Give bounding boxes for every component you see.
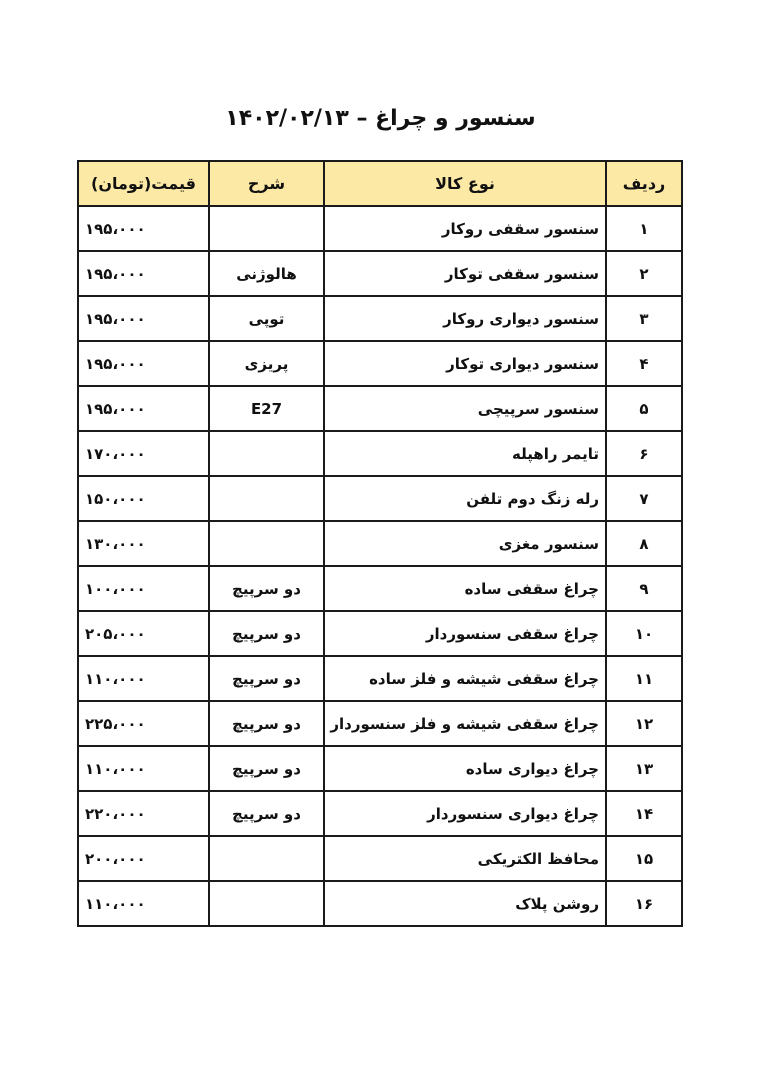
- product-price: ۱۹۵،۰۰۰: [78, 206, 209, 251]
- page-title: سنسور و چراغ – ۱۴۰۲/۰۲/۱۳: [225, 106, 536, 131]
- row-number: ۷: [606, 476, 682, 521]
- product-price: ۲۰۵،۰۰۰: [78, 611, 209, 656]
- product-description: دو سرپیچ: [209, 746, 324, 791]
- row-number: ۱۴: [606, 791, 682, 836]
- product-description: دو سرپیچ: [209, 791, 324, 836]
- product-description: دو سرپیچ: [209, 611, 324, 656]
- product-description: هالوژنی: [209, 251, 324, 296]
- row-number: ۳: [606, 296, 682, 341]
- product-description: دو سرپیچ: [209, 566, 324, 611]
- product-name: چراغ سقفی شیشه و فلز سنسوردار: [324, 701, 606, 746]
- product-name: چراغ سقفی سنسوردار: [324, 611, 606, 656]
- row-number: ۱۳: [606, 746, 682, 791]
- table-row: [78, 341, 682, 386]
- header-description: شرح: [209, 161, 324, 206]
- product-price: ۱۳۰،۰۰۰: [78, 521, 209, 566]
- product-name: سنسور سرپیچی: [324, 386, 606, 431]
- price-table: [77, 160, 683, 927]
- product-description: E27: [209, 386, 324, 431]
- product-price: ۱۹۵،۰۰۰: [78, 296, 209, 341]
- product-name: چراغ سقفی شیشه و فلز ساده: [324, 656, 606, 701]
- product-price: ۲۲۵،۰۰۰: [78, 701, 209, 746]
- row-number: ۶: [606, 431, 682, 476]
- product-description: [209, 521, 324, 566]
- table-row: [78, 386, 682, 431]
- product-description: [209, 476, 324, 521]
- product-price: ۱۹۵،۰۰۰: [78, 341, 209, 386]
- product-name: چراغ سقفی ساده: [324, 566, 606, 611]
- product-description: [209, 881, 324, 926]
- product-price: ۲۲۰،۰۰۰: [78, 791, 209, 836]
- product-name: سنسور دیواری روکار: [324, 296, 606, 341]
- product-price: ۱۰۰،۰۰۰: [78, 566, 209, 611]
- product-price: ۱۱۰،۰۰۰: [78, 746, 209, 791]
- product-description: توپی: [209, 296, 324, 341]
- product-description: پریزی: [209, 341, 324, 386]
- product-price: ۱۵۰،۰۰۰: [78, 476, 209, 521]
- table-row: [78, 431, 682, 476]
- table-row: [78, 521, 682, 566]
- product-price: ۱۱۰،۰۰۰: [78, 656, 209, 701]
- product-name: سنسور مغزی: [324, 521, 606, 566]
- product-description: [209, 206, 324, 251]
- product-price: ۱۱۰،۰۰۰: [78, 881, 209, 926]
- product-name: تایمر راهپله: [324, 431, 606, 476]
- table-row: [78, 206, 682, 251]
- table-row: [78, 836, 682, 881]
- product-description: دو سرپیچ: [209, 701, 324, 746]
- product-name: چراغ دیواری سنسوردار: [324, 791, 606, 836]
- row-number: ۸: [606, 521, 682, 566]
- row-number: ۲: [606, 251, 682, 296]
- product-price: ۲۰۰،۰۰۰: [78, 836, 209, 881]
- row-number: ۵: [606, 386, 682, 431]
- row-number: ۱۲: [606, 701, 682, 746]
- product-name: سنسور دیواری توکار: [324, 341, 606, 386]
- product-price: ۱۷۰،۰۰۰: [78, 431, 209, 476]
- table-row: [78, 791, 682, 836]
- product-name: سنسور سقفی توکار: [324, 251, 606, 296]
- row-number: ۱۱: [606, 656, 682, 701]
- row-number: ۱۰: [606, 611, 682, 656]
- table-row: [78, 701, 682, 746]
- row-number: ۱: [606, 206, 682, 251]
- product-description: [209, 836, 324, 881]
- table-body: [78, 206, 682, 926]
- product-description: [209, 431, 324, 476]
- product-name: چراغ دیواری ساده: [324, 746, 606, 791]
- table-row: [78, 251, 682, 296]
- table-row: [78, 296, 682, 341]
- table-row: [78, 881, 682, 926]
- row-number: ۱۵: [606, 836, 682, 881]
- row-number: ۹: [606, 566, 682, 611]
- product-price: ۱۹۵،۰۰۰: [78, 251, 209, 296]
- table-row: [78, 746, 682, 791]
- product-name: رله زنگ دوم تلفن: [324, 476, 606, 521]
- product-name: روشن پلاک: [324, 881, 606, 926]
- row-number: ۴: [606, 341, 682, 386]
- product-price: ۱۹۵،۰۰۰: [78, 386, 209, 431]
- product-description: دو سرپیچ: [209, 656, 324, 701]
- table-row: [78, 611, 682, 656]
- header-price: قیمت(تومان): [78, 161, 209, 206]
- row-number: ۱۶: [606, 881, 682, 926]
- table-row: [78, 476, 682, 521]
- table-row: [78, 656, 682, 701]
- product-name: محافظ الکتریکی: [324, 836, 606, 881]
- table-header-row: [78, 161, 682, 206]
- header-product-type: نوع کالا: [324, 161, 606, 206]
- table-row: [78, 566, 682, 611]
- header-row-number: ردیف: [606, 161, 682, 206]
- product-name: سنسور سقفی روکار: [324, 206, 606, 251]
